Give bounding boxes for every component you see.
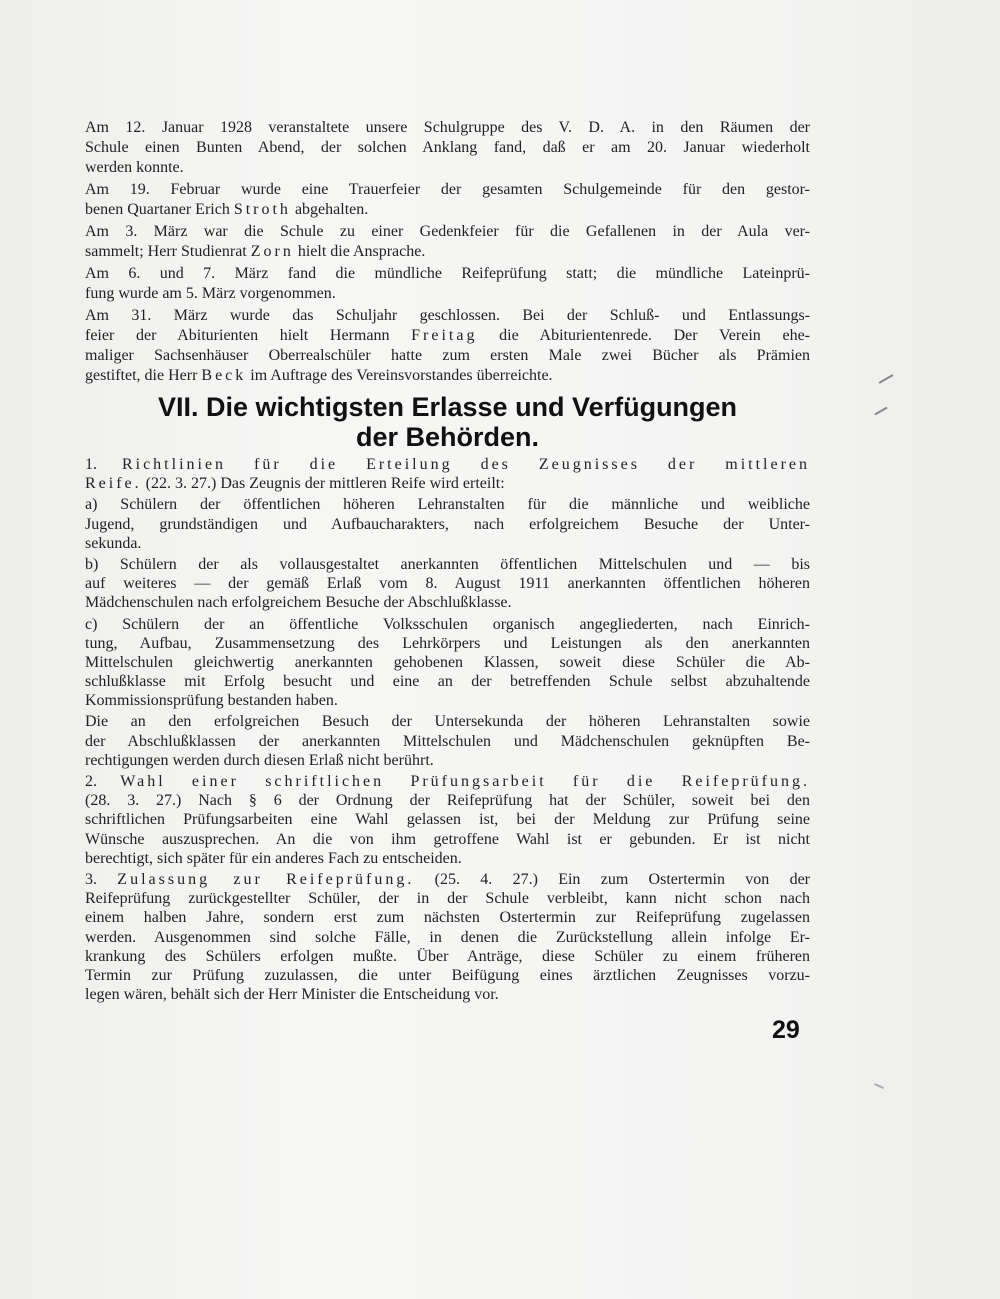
- text-segment: Mittelschulen gleichwertig anerkannten gehobenen Klassen, soweit diese Schüler die Ab-: [85, 653, 810, 671]
- text-segment: abgehalten.: [290, 201, 369, 218]
- paragraph: [85, 264, 810, 304]
- text-segment: (22. 3. 27.) Das Zeugnis der mittleren Reife wird erteilt:: [141, 475, 505, 493]
- text-line: [85, 200, 810, 220]
- text-segment: feier der Abiturienten hielt Hermann: [85, 327, 412, 344]
- text-line: [85, 264, 810, 284]
- text-line: [85, 772, 810, 791]
- text-segment: fung wurde am 5. März vorgenommen.: [85, 285, 336, 302]
- text-line: [85, 593, 810, 612]
- text-segment: a) Schülern der öffentlichen höheren Lehranstalten für die männliche und weibliche: [85, 496, 810, 514]
- text-segment: Termin zur Prüfung zuzulassen, die unter Beifügung eines ärztlichen Zeugnisses vorzu-: [85, 966, 810, 984]
- paragraph: [85, 118, 810, 178]
- spaced-emphasis: Richtlinien für die Erteilung des Zeugnisses der mittleren: [121, 456, 811, 473]
- text-segment: hielt die Ansprache.: [293, 243, 426, 260]
- text-line: [85, 947, 810, 966]
- section-heading: [85, 392, 810, 452]
- text-line: [85, 306, 810, 326]
- text-line: [85, 732, 810, 751]
- text-line: [85, 908, 810, 927]
- text-line: [85, 284, 810, 304]
- text-segment: schlußklasse mit Erfolg besucht und eine an der betreffenden Schule selbst abzuhaltende: [85, 673, 810, 691]
- text-line: [85, 495, 810, 514]
- text-segment: Wünsche auszusprechen. An die von ihm getroffene Wahl ist er gebunden. Er ist nicht: [85, 830, 810, 848]
- spaced-emphasis: Zulassung zur Reifeprüfung.: [117, 870, 415, 888]
- text-line: [85, 180, 810, 200]
- spaced-emphasis: Stroth: [233, 201, 291, 218]
- text-segment: Am 6. und 7. März fand die mündliche Reifeprüfung statt; die mündliche Lateinprü-: [85, 265, 810, 282]
- heading-line-2: der Behörden.: [355, 422, 540, 452]
- text-line: [85, 326, 810, 346]
- paragraph: [85, 772, 810, 868]
- text-segment: Die an den erfolgreichen Besuch der Untersekunda der höheren Lehranstalten sowie: [85, 713, 810, 731]
- text-segment: berechtigt, sich später für ein anderes Fach zu entscheiden.: [85, 849, 462, 867]
- text-line: [85, 574, 810, 593]
- text-line: [85, 830, 810, 849]
- text-line: [85, 712, 810, 731]
- text-segment: gestiftet, die Herr: [85, 367, 202, 384]
- paragraph: [85, 455, 810, 493]
- heading-line-1: VII. Die wichtigsten Erlasse und Verfügungen: [157, 392, 738, 422]
- text-line: [85, 515, 810, 534]
- text-line: [85, 242, 810, 262]
- paragraph: [85, 222, 810, 262]
- text-line: [85, 138, 810, 158]
- paragraph: [85, 870, 810, 1004]
- text-line: [85, 555, 810, 574]
- paragraph: [85, 180, 810, 220]
- text-segment: krankung des Schülers erfolgen mußte. Über Anträge, diese Schüler zu einem früheren: [85, 947, 810, 965]
- text-segment: benen Quartaner Erich: [85, 201, 234, 218]
- text-segment: Kommissionsprüfung bestanden haben.: [85, 692, 338, 710]
- text-segment: Schule einen Bunten Abend, der solchen Anklang fand, daß er am 20. Januar wiederholt: [85, 139, 810, 156]
- text-segment: 3.: [85, 870, 118, 888]
- page-number: 29: [772, 1016, 800, 1044]
- text-segment: Mädchenschulen nach erfolgreichem Besuche der Abschlußklasse.: [85, 594, 512, 612]
- text-segment: c) Schülern der an öffentliche Volksschulen organisch angegliederten, nach Einrich-: [85, 615, 810, 633]
- text-line: [85, 691, 810, 710]
- text-line: [85, 889, 810, 908]
- text-line: [85, 751, 810, 770]
- text-segment: (28. 3. 27.) Nach § 6 der Ordnung der Reifeprüfung hat der Schüler, soweit bei den: [85, 792, 810, 810]
- text-line: [85, 966, 810, 985]
- text-segment: sekunda.: [85, 534, 142, 552]
- spaced-emphasis: Zorn: [250, 243, 294, 260]
- spaced-emphasis: Reife.: [85, 475, 142, 493]
- text-line: [85, 870, 810, 889]
- text-line: [85, 653, 810, 672]
- text-segment: Am 3. März war die Schule zu einer Gedenkfeier für die Gefallenen in der Aula ver-: [85, 223, 810, 240]
- text-line: [85, 455, 810, 474]
- paragraph: [85, 615, 810, 711]
- paragraph: [85, 555, 810, 613]
- spaced-emphasis: Beck: [201, 367, 247, 384]
- text-segment: 2.: [85, 773, 121, 790]
- text-segment: werden. Ausgenommen sind solche Fälle, in denen die Zurückstellung allein infolge Er-: [85, 928, 810, 946]
- text-line: [85, 222, 810, 242]
- text-segment: Am 31. März wurde das Schuljahr geschlossen. Bei der Schluß- und Entlassungs-: [85, 307, 810, 324]
- text-segment: die Abiturientenrede. Der Verein ehe-: [477, 327, 811, 344]
- text-line: [85, 810, 810, 829]
- text-segment: b) Schülern der als vollausgestaltet anerkannten öffentlichen Mittelschulen und — bis: [85, 555, 810, 573]
- text-line: [85, 849, 810, 868]
- text-segment: (25. 4. 27.) Ein zum Ostertermin von der: [414, 870, 810, 888]
- text-segment: Am 12. Januar 1928 veranstaltete unsere Schulgruppe des V. D. A. in den Räumen der: [85, 119, 810, 136]
- text-segment: rechtigungen werden durch diesen Erlaß nicht berührt.: [85, 751, 434, 769]
- text-segment: Reifeprüfung zurückgestellter Schüler, der in der Schule verbleibt, kann nicht schon nach: [85, 890, 810, 908]
- text-segment: Jugend, grundständigen und Aufbaucharakters, nach erfolgreichem Besuche der Unter-: [85, 515, 810, 533]
- chronicle-text: [85, 118, 810, 388]
- text-line: [85, 615, 810, 634]
- text-segment: auf weiteres — der gemäß Erlaß vom 8. August 1911 anerkannten öffentlichen höheren: [85, 575, 810, 593]
- text-line: [85, 791, 810, 810]
- text-line: [85, 346, 810, 366]
- text-segment: schriftlichen Prüfungsarbeiten eine Wahl gelassen ist, bei der Meldung zur Prüfung seine: [85, 811, 810, 829]
- text-line: [85, 634, 810, 653]
- text-line: [85, 672, 810, 691]
- paragraph: [85, 306, 810, 386]
- text-line: [85, 474, 810, 493]
- spaced-emphasis: Wahl einer schriftlichen Prüfungsarbeit für die Reifeprüfung.: [120, 773, 810, 790]
- text-segment: einem halben Jahre, sondern erst zum nächsten Ostertermin zur Reifeprüfung zugelassen: [85, 909, 810, 927]
- text-segment: im Auftrage des Vereinsvorstandes überreichte.: [246, 367, 553, 384]
- text-line: [85, 534, 810, 553]
- text-segment: der Abschlußklassen der anerkannten Mittelschulen und Mädchenschulen geknüpften Be-: [85, 732, 810, 750]
- paragraph: [85, 712, 810, 770]
- text-segment: legen wären, behält sich der Herr Minister die Entscheidung vor.: [85, 986, 499, 1004]
- text-line: [85, 928, 810, 947]
- text-segment: sammelt; Herr Studienrat: [85, 243, 251, 260]
- text-segment: tung, Aufbau, Zusammensetzung des Lehrkörpers und Leistungen als den anerkannten: [85, 634, 810, 652]
- decrees-text: [85, 455, 810, 1006]
- text-line: [85, 366, 810, 386]
- text-segment: Am 19. Februar wurde eine Trauerfeier der gesamten Schulgemeinde für den gestor-: [85, 181, 810, 198]
- text-segment: 1.: [85, 456, 122, 473]
- text-line: [85, 158, 810, 178]
- text-segment: maliger Sachsenhäuser Oberrealschüler hatte zum ersten Male zwei Bücher als Prämien: [85, 347, 810, 364]
- text-line: [85, 985, 810, 1004]
- spaced-emphasis: Freitag: [411, 327, 478, 344]
- text-line: [85, 118, 810, 138]
- text-segment: werden konnte.: [85, 159, 184, 176]
- paragraph: [85, 495, 810, 553]
